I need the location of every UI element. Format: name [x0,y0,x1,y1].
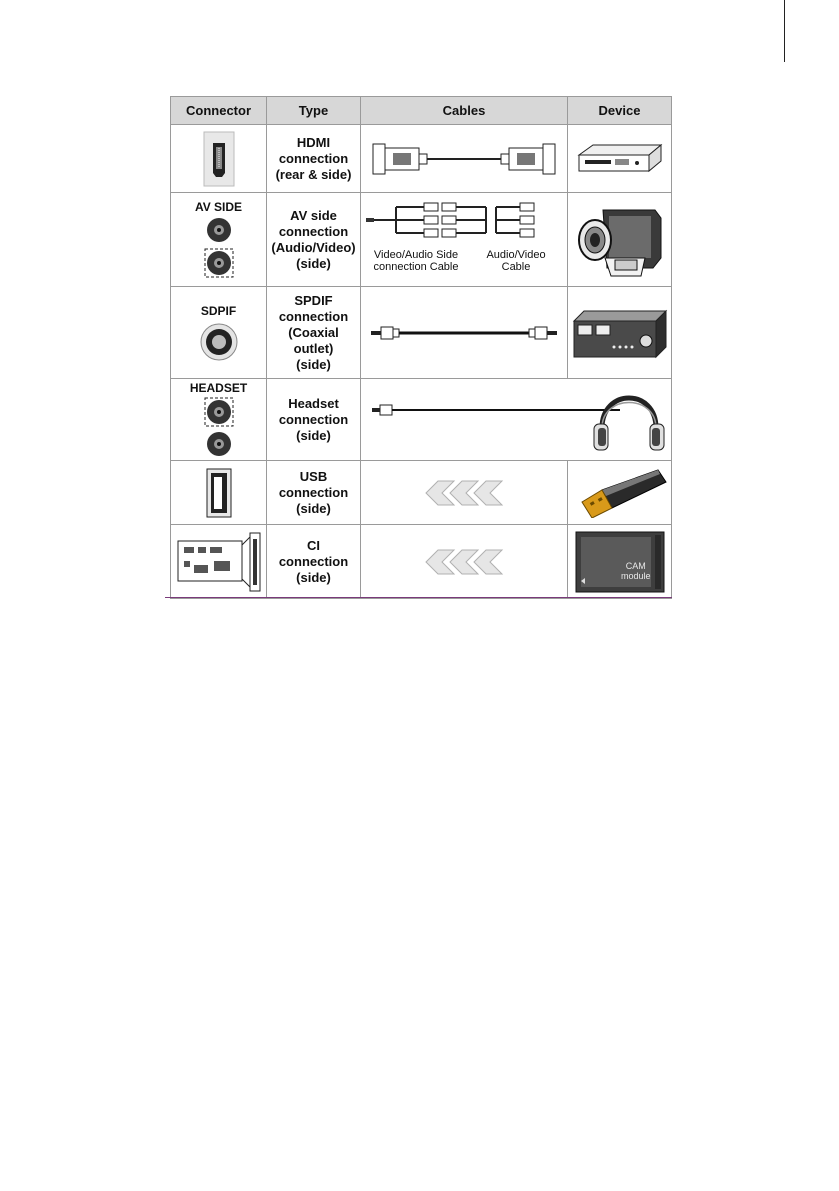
amplifier-icon [572,307,668,359]
table-row-av-side [171,193,672,287]
header-type: Type [267,97,361,125]
hdmi-type-cell [267,125,361,193]
headset-jack-icon [202,397,236,459]
type-line: HDMI [296,134,331,150]
hdmi-cable-icon [369,136,559,182]
cable-caption: Audio/Video Cable [486,249,546,273]
hdmi-device-cell [568,125,672,193]
type-line: (Coaxial [288,324,339,340]
spdif-connector-cell [171,287,267,379]
spdif-cable-cell [361,287,568,379]
usb-device-cell [568,461,672,525]
header-device: Device [568,97,672,125]
headset-type-cell [267,379,361,461]
camcorder-icon [575,198,665,282]
table-row-hdmi [171,125,672,193]
type-line: (rear & side) [275,166,352,182]
av-type-cell [267,193,361,287]
insert-arrows-icon [424,549,504,575]
table-row-ci [171,525,672,599]
type-line: connection [278,308,349,324]
connector-label: SDPIF [200,303,237,318]
cam-module-graphic [575,531,665,593]
av-cable-icon [364,197,564,247]
ci-device-cell [568,525,672,599]
cam-label-line: module [620,570,651,581]
type-line: connection [278,553,349,569]
type-line: connection [278,484,349,500]
type-line: SPDIF [294,292,333,308]
usb-stick-icon [572,468,668,518]
ci-connector-cell [171,525,267,599]
spdif-jack-icon [199,322,239,362]
table-bottom-rule [165,597,672,598]
cam-module-label [621,561,651,581]
type-line: outlet) [293,340,334,356]
av-connector-cell [171,193,267,287]
dvd-player-icon [575,139,665,179]
insert-arrows-icon [424,480,504,506]
type-line: connection [278,150,349,166]
connections-table [170,96,672,599]
av-cable-cell [361,193,568,287]
type-line: connection [278,223,349,239]
header-cables: Cables [361,97,568,125]
usb-port-icon [206,468,232,518]
hdmi-port-icon [202,131,236,187]
headphones-icon [366,384,666,456]
usb-connector-cell [171,461,267,525]
table-header-row [171,97,672,125]
type-line: (side) [296,427,331,443]
table-row-headset [171,379,672,461]
cam-label-line: CAM [625,560,646,571]
hdmi-connector-cell [171,125,267,193]
av-device-cell [568,193,672,287]
ci-type-cell [267,525,361,599]
usb-type-cell [267,461,361,525]
type-line: CI [307,537,320,553]
type-line: connection [278,411,349,427]
type-line: (side) [296,356,331,372]
usb-cable-cell [361,461,568,525]
type-line: (side) [296,255,331,271]
headset-connector-cell [171,379,267,461]
header-connector: Connector [171,97,267,125]
type-line: AV side [290,207,337,223]
type-line: (side) [296,500,331,516]
connector-label: HEADSET [189,380,248,395]
type-line: (side) [296,569,331,585]
spdif-device-cell [568,287,672,379]
type-line: (Audio/Video) [271,239,356,255]
headset-cable-device-cell [361,379,672,461]
connector-label: AV SIDE [194,199,243,214]
ci-cable-cell [361,525,568,599]
table-row-spdif [171,287,672,379]
page-corner-mark [784,0,785,62]
type-line: USB [299,468,328,484]
cam-module-icon [575,531,665,593]
av-jack-icon [202,216,236,280]
spdif-type-cell [267,287,361,379]
table-row-usb [171,461,672,525]
cable-caption: Video/Audio Side connection Cable [373,249,459,273]
coaxial-cable-icon [369,323,559,343]
type-line: Headset [288,395,339,411]
hdmi-cable-cell [361,125,568,193]
tv-rear-panel-icon [176,531,262,593]
